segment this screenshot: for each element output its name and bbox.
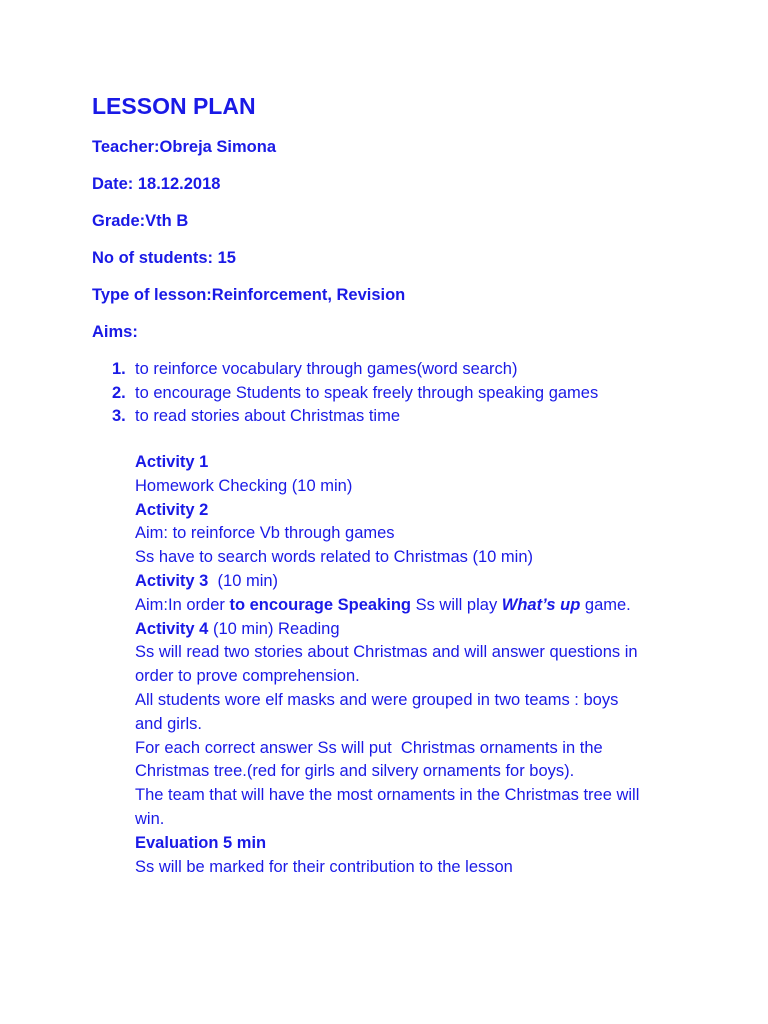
aim-number: 1. [112, 360, 126, 378]
activity-3-aim-bold: to encourage Speaking [229, 595, 411, 614]
activity-4-line-4: and girls. [135, 714, 202, 733]
activity-3-heading: Activity 3 [135, 571, 209, 590]
activity-4-line-3: All students wore elf masks and were grouped in two teams : boys [135, 690, 619, 709]
activity-4-heading: Activity 4 [135, 619, 209, 638]
aim-text: to read stories about Christmas time [135, 407, 401, 425]
activity-4-line-1: Ss will read two stories about Christmas and will answer questions in [135, 643, 638, 662]
page-title: LESSON PLAN [92, 93, 256, 119]
aim-item [92, 358, 598, 382]
activity-3-aim-pre: Aim:In order [135, 595, 230, 614]
activity-4-line-6: Christmas tree.(red for girls and silvery ornaments for boys). [135, 762, 575, 781]
activity-3-aim [135, 594, 705, 618]
activity-3-game-name: What’s up [501, 595, 581, 614]
evaluation-text: Ss will be marked for their contribution to the lesson [135, 857, 513, 876]
activity-3-heading-line [135, 570, 705, 594]
aim-text: to reinforce vocabulary through games(word search) [135, 360, 518, 378]
activity-3-aim-post: game. [580, 595, 631, 614]
aims-list [92, 358, 598, 429]
aims-heading: Aims: [92, 323, 138, 341]
activity-4-line-2: order to prove comprehension. [135, 667, 360, 686]
teacher-field: Teacher:Obreja Simona [92, 138, 277, 156]
aim-text: to encourage Students to speak freely through speaking games [135, 383, 599, 402]
aim-item [92, 405, 598, 429]
activity-4-line-8: win. [135, 809, 165, 828]
aim-number: 2. [112, 383, 126, 402]
activity-2-text: Ss have to search words related to Christmas (10 min) [135, 548, 533, 567]
activity-3-aim-mid: Ss will play [411, 595, 502, 614]
activity-4-heading-line [135, 618, 705, 642]
students-field: No of students: 15 [92, 249, 236, 267]
activity-3-time: (10 min) [208, 571, 279, 590]
grade-field: Grade:Vth B [92, 212, 189, 230]
evaluation-heading: Evaluation 5 min [135, 833, 267, 852]
activity-1-text: Homework Checking (10 min) [135, 476, 353, 495]
activity-4-line-7: The team that will have the most ornaments in the Christmas tree will [135, 786, 640, 805]
lesson-type-field: Type of lesson:Reinforcement, Revision [92, 286, 406, 304]
activity-4-line-5: For each correct answer Ss will put Christmas ornaments in the [135, 738, 603, 757]
activity-4-time: (10 min) Reading [208, 619, 340, 638]
activity-2-heading: Activity 2 [135, 500, 209, 519]
aim-number: 3. [112, 407, 126, 425]
date-field: Date: 18.12.2018 [92, 175, 221, 193]
aim-item [92, 382, 598, 406]
activity-2-aim: Aim: to reinforce Vb through games [135, 524, 395, 543]
activity-1-heading: Activity 1 [135, 453, 209, 471]
activities-section [135, 451, 705, 879]
